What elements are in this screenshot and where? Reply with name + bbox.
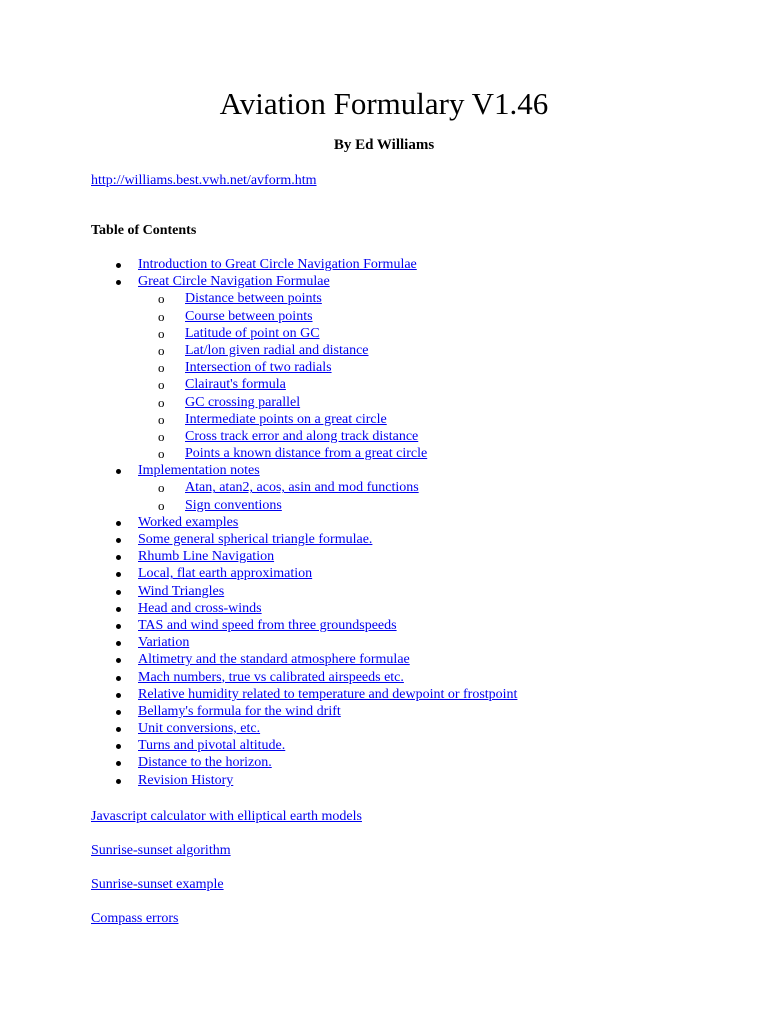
- disc-bullet-icon: [116, 590, 121, 595]
- toc-subitem: [91, 428, 517, 445]
- toc-link[interactable]: Local, flat earth approximation: [138, 566, 313, 582]
- toc-link[interactable]: Clairaut's formula: [185, 377, 286, 393]
- toc-item: [91, 548, 517, 565]
- toc-item: [91, 634, 517, 651]
- toc-item: [91, 583, 517, 600]
- toc-link[interactable]: Wind Triangles: [138, 583, 225, 599]
- toc-link[interactable]: Mach numbers, true vs calibrated airspeeds etc.: [138, 669, 404, 685]
- circle-bullet-icon: o: [158, 342, 165, 358]
- toc-subitem: [91, 308, 517, 325]
- toc-link[interactable]: Variation: [138, 635, 190, 651]
- toc-link[interactable]: Rhumb Line Navigation: [138, 549, 275, 565]
- toc-link[interactable]: Distance between points: [185, 291, 322, 307]
- link-javascript-calculator[interactable]: Javascript calculator with elliptical earth models: [91, 809, 362, 824]
- toc-item: [91, 754, 517, 771]
- disc-bullet-icon: [116, 572, 121, 577]
- disc-bullet-icon: [116, 761, 121, 766]
- toc-link[interactable]: Head and cross-winds: [138, 600, 262, 616]
- toc-item: [91, 565, 517, 582]
- disc-bullet-icon: [116, 779, 121, 784]
- toc-item: [91, 737, 517, 754]
- author-byline: By Ed Williams: [333, 137, 435, 153]
- disc-bullet-icon: [116, 555, 121, 560]
- toc-subitem: [91, 479, 517, 496]
- link-sunrise-sunset-algorithm[interactable]: Sunrise-sunset algorithm: [91, 843, 231, 858]
- disc-bullet-icon: [116, 710, 121, 715]
- toc-link[interactable]: Course between points: [185, 308, 313, 324]
- toc-subitem: [91, 376, 517, 393]
- toc-link[interactable]: Worked examples: [138, 514, 239, 530]
- circle-bullet-icon: o: [158, 325, 165, 341]
- circle-bullet-icon: o: [158, 428, 165, 444]
- toc-link[interactable]: Latitude of point on GC: [185, 325, 320, 341]
- toc-link[interactable]: Intermediate points on a great circle: [185, 411, 387, 427]
- toc-link[interactable]: Introduction to Great Circle Navigation Formulae: [138, 257, 417, 272]
- circle-bullet-icon: o: [158, 308, 165, 324]
- link-sunrise-sunset-example[interactable]: Sunrise-sunset example: [91, 877, 224, 892]
- disc-bullet-icon: [116, 280, 121, 285]
- toc-link[interactable]: Intersection of two radials: [185, 360, 332, 376]
- toc-item: [91, 703, 517, 720]
- toc-item: [91, 686, 517, 703]
- toc-link[interactable]: Points a known distance from a great circle: [185, 446, 428, 462]
- toc-link[interactable]: Relative humidity related to temperature and dewpoint or frostpoint: [138, 686, 518, 702]
- toc-subitem: [91, 359, 517, 376]
- toc-item: [91, 273, 517, 290]
- circle-bullet-icon: o: [158, 411, 165, 427]
- page-title: Aviation Formulary V1.46: [219, 86, 549, 121]
- disc-bullet-icon: [116, 607, 121, 612]
- circle-bullet-icon: o: [158, 377, 165, 393]
- toc-link[interactable]: TAS and wind speed from three groundspeeds: [138, 617, 397, 633]
- toc-link[interactable]: Great Circle Navigation Formulae: [138, 274, 330, 290]
- circle-bullet-icon: o: [158, 394, 165, 410]
- circle-bullet-icon: o: [158, 480, 165, 496]
- toc-subitem: [91, 411, 517, 428]
- toc-item: [91, 514, 517, 531]
- disc-bullet-icon: [116, 538, 121, 543]
- circle-bullet-icon: o: [158, 360, 165, 376]
- source-url-link[interactable]: http://williams.best.vwh.net/avform.htm: [91, 173, 317, 188]
- toc-subitem: [91, 497, 517, 514]
- circle-bullet-icon: o: [158, 291, 165, 307]
- toc-link[interactable]: Atan, atan2, acos, asin and mod functions: [185, 480, 419, 496]
- toc-link[interactable]: Bellamy's formula for the wind drift: [138, 703, 341, 719]
- toc-item: [91, 669, 517, 686]
- disc-bullet-icon: [116, 727, 121, 732]
- disc-bullet-icon: [116, 658, 121, 663]
- toc-item: [91, 617, 517, 634]
- toc-subitem: [91, 445, 517, 462]
- toc-item: [91, 772, 517, 789]
- toc-item: [91, 720, 517, 737]
- toc-subitem: [91, 394, 517, 411]
- toc-link[interactable]: Cross track error and along track distance: [185, 428, 419, 444]
- disc-bullet-icon: [116, 624, 121, 629]
- disc-bullet-icon: [116, 641, 121, 646]
- toc-item: [91, 256, 517, 273]
- toc-link[interactable]: Lat/lon given radial and distance: [185, 342, 369, 358]
- disc-bullet-icon: [116, 263, 121, 268]
- toc-link[interactable]: Some general spherical triangle formulae.: [138, 532, 373, 547]
- disc-bullet-icon: [116, 744, 121, 749]
- disc-bullet-icon: [116, 693, 121, 698]
- toc-subitem: [91, 325, 517, 342]
- disc-bullet-icon: [116, 676, 121, 681]
- toc-heading: Table of Contents: [91, 223, 197, 238]
- toc-link[interactable]: Sign conventions: [185, 497, 282, 513]
- toc-item: [91, 531, 517, 548]
- link-compass-errors[interactable]: Compass errors: [91, 911, 179, 926]
- table-of-contents: [91, 256, 517, 789]
- toc-link[interactable]: Implementation notes: [138, 463, 260, 479]
- toc-item: [91, 600, 517, 617]
- disc-bullet-icon: [116, 521, 121, 526]
- toc-link[interactable]: Unit conversions, etc.: [138, 721, 261, 737]
- toc-link[interactable]: Altimetry and the standard atmosphere formulae: [138, 652, 410, 668]
- toc-item: [91, 651, 517, 668]
- toc-subitem: [91, 342, 517, 359]
- toc-link[interactable]: Revision History: [138, 772, 234, 788]
- toc-link[interactable]: Turns and pivotal altitude.: [138, 738, 286, 754]
- circle-bullet-icon: o: [158, 446, 165, 462]
- toc-link[interactable]: Distance to the horizon.: [138, 755, 272, 771]
- toc-link[interactable]: GC crossing parallel: [185, 394, 301, 410]
- disc-bullet-icon: [116, 469, 121, 474]
- toc-item: [91, 462, 517, 479]
- circle-bullet-icon: o: [158, 497, 165, 513]
- toc-subitem: [91, 290, 517, 307]
